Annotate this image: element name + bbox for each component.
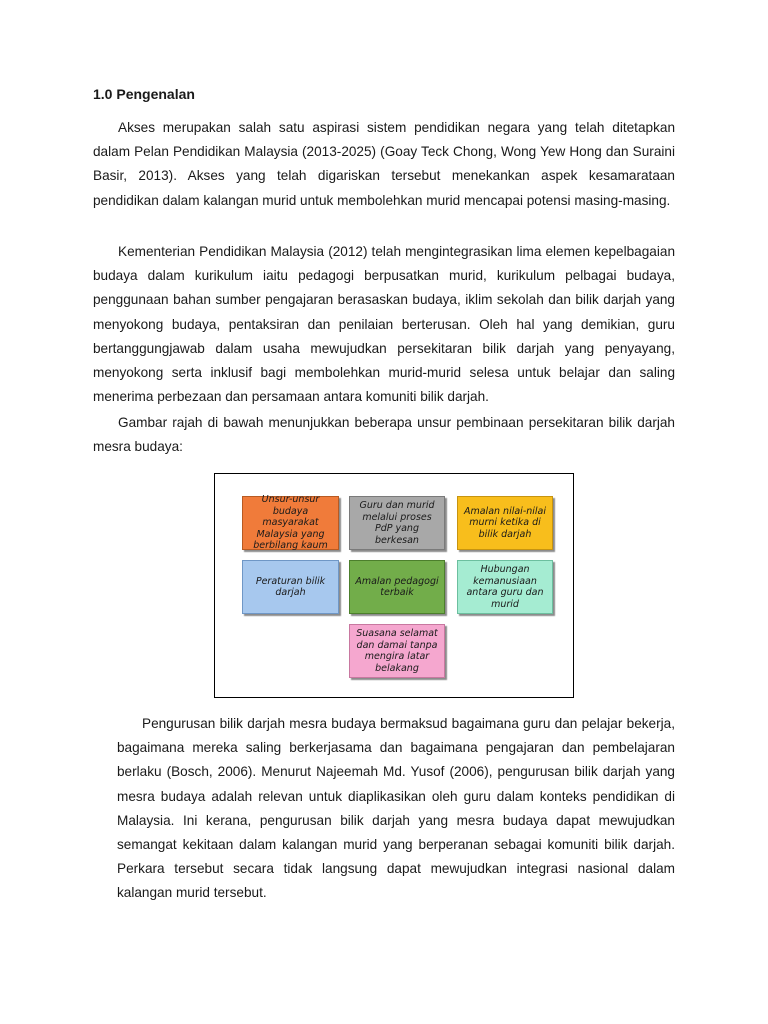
diagram-box-peraturan: Peraturan bilik darjah bbox=[242, 560, 339, 614]
diagram-box-hubungan: Hubungan kemanusiaan antara guru dan murid bbox=[457, 560, 553, 614]
paragraph-text: Kementerian Pendidikan Malaysia (2012) telah mengintegrasikan lima elemen kepelbagaian budaya dalam kurikulum iaitu pedagogi berpusatkan murid, kurikulum pelbagai budaya, penggunaan bahan sumber pengajaran berasaskan budaya, iklim sekolah dan bilik darjah yang menyokong budaya, pentaksiran dan penilaian berterusan. Oleh hal yang demikian, guru bertanggungjawab dalam usaha mewujudkan persekitaran bilik darjah yang penyayang, menyokong serta inklusif bagi membolehkan murid-murid selesa untuk belajar dan saling menerima perbezaan dan persamaan antara komuniti bilik darjah. bbox=[93, 244, 675, 405]
paragraph-text: Akses merupakan salah satu aspirasi sistem pendidikan negara yang telah ditetapkan dalam Pelan Pendidikan Malaysia (2013-2025) (Goay Teck Chong, Wong Yew Hong dan Suraini Basir, 2013). Akses yang telah digariskan tersebut menekankan aspek kesamarataan pendidikan dalam kalangan murid untuk membolehkan murid mencapai potensi masing-masing. bbox=[93, 120, 675, 208]
diagram-box-amalan-nilai: Amalan nilai-nilai murni ketika di bilik darjah bbox=[457, 496, 553, 550]
diagram-box-guru-murid: Guru dan murid melalui proses PdP yang berkesan bbox=[349, 496, 445, 550]
paragraph-text: Pengurusan bilik darjah mesra budaya bermaksud bagaimana guru dan pelajar bekerja, bagaimana mereka saling berkerjasama dan bagaimana pengajaran dan pembelajaran berlaku (Bosch, 2006). Menurut Najeemah Md. Yusof (2006), pengurusan bilik darjah yang mesra budaya adalah relevan untuk diaplikasikan oleh guru dalam konteks pendidikan di Malaysia. Ini kerana, pengurusan bilik darjah yang mesra budaya dapat mewujudkan semangat kekitaan dalam kalangan murid yang berperanan sebagai komuniti bilik darjah. Perkara tersebut secara tidak langsung dapat mewujudkan integrasi nasional dalam kalangan murid tersebut. bbox=[117, 716, 675, 901]
section-heading: 1.0 Pengenalan bbox=[93, 86, 195, 102]
diagram-figure bbox=[214, 473, 574, 698]
diagram-box-pedagogi: Amalan pedagogi terbaik bbox=[349, 560, 445, 614]
diagram-box-suasana: Suasana selamat dan damai tanpa mengira latar belakang bbox=[349, 624, 445, 678]
paragraph-gambar-rajah bbox=[93, 411, 675, 459]
paragraph-kementerian bbox=[93, 240, 675, 409]
paragraph-pengurusan bbox=[117, 712, 675, 906]
diagram-box-unsur-budaya: Unsur-unsur budaya masyarakat Malaysia yang berbilang kaum bbox=[242, 496, 339, 550]
paragraph-akses bbox=[93, 116, 675, 213]
paragraph-text: Gambar rajah di bawah menunjukkan beberapa unsur pembinaan persekitaran bilik darjah mesra budaya: bbox=[93, 415, 675, 455]
